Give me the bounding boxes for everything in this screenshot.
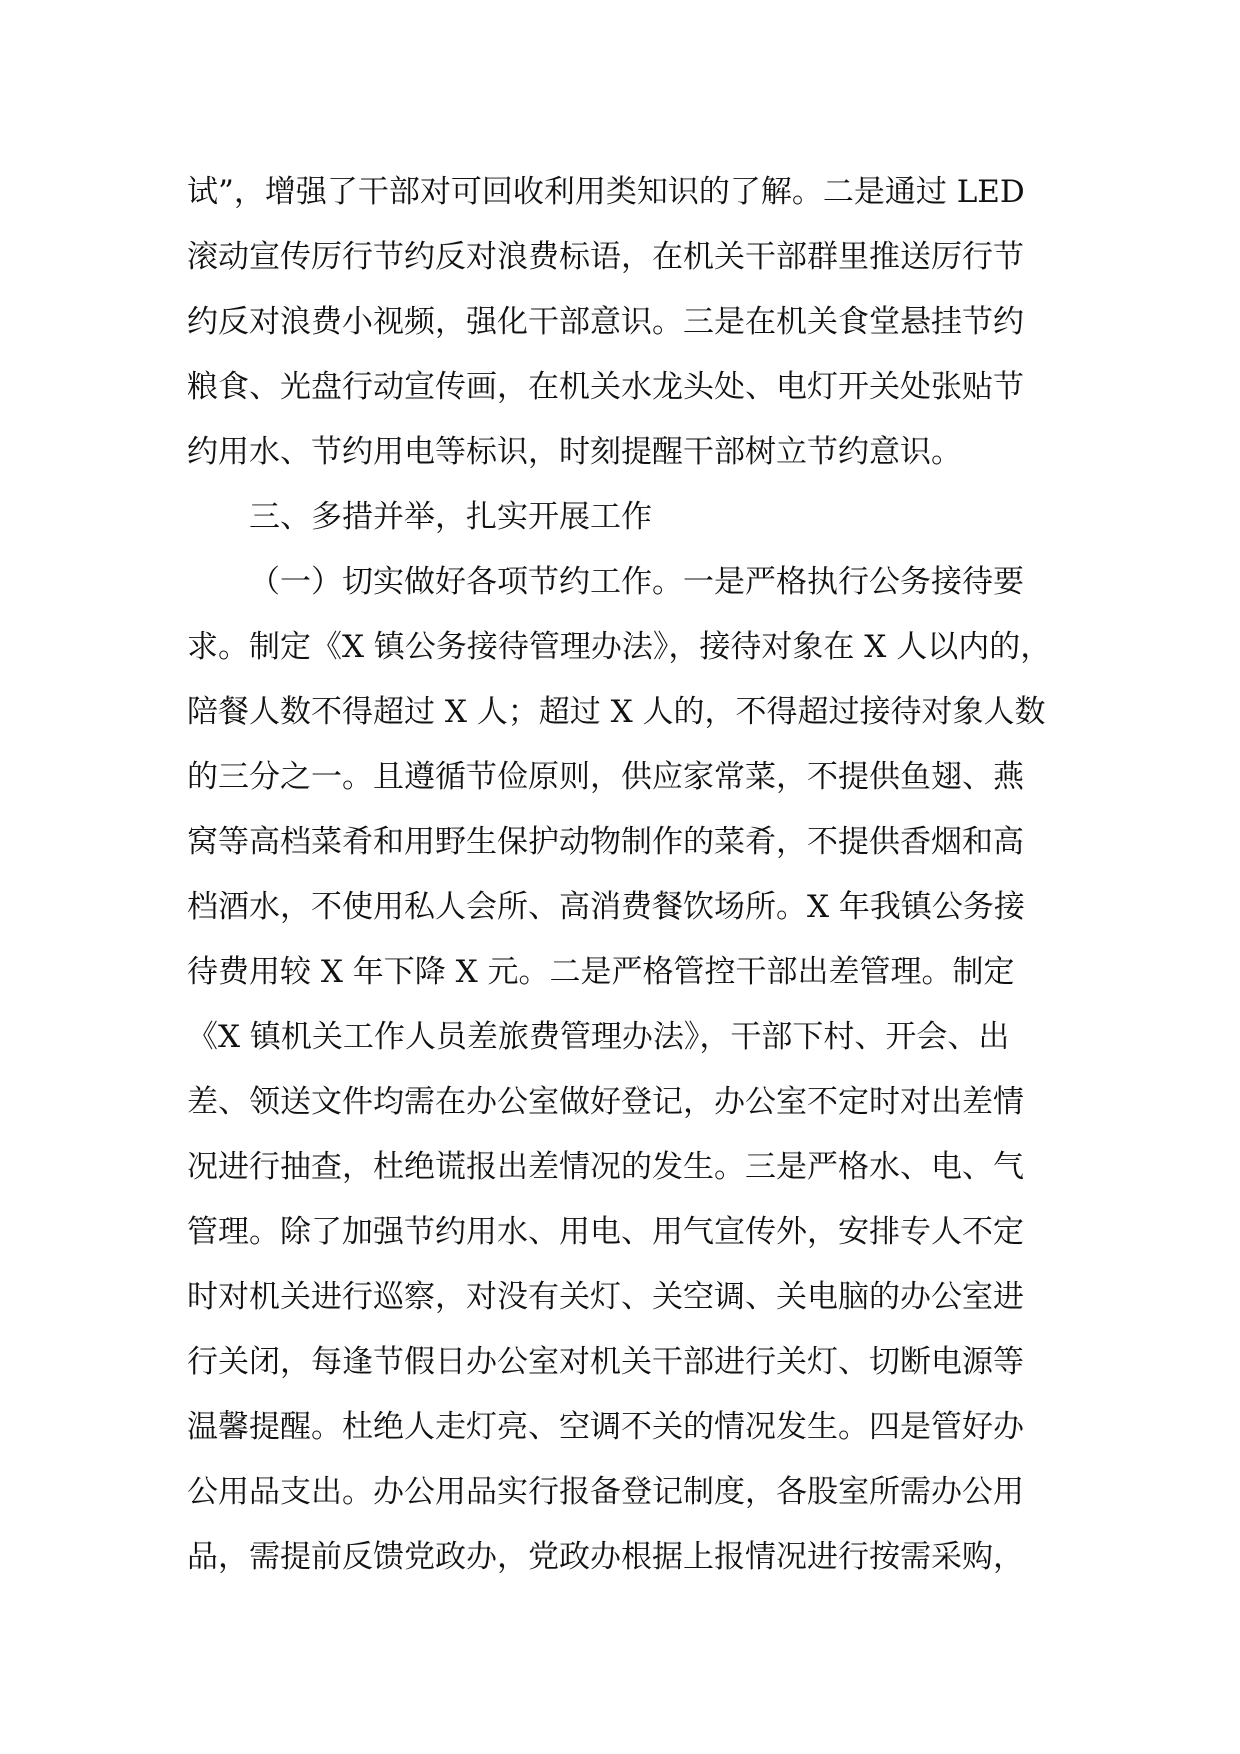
text-line: 差、领送文件均需在办公室做好登记，办公室不定时对出差情 xyxy=(187,1084,1024,1120)
subsection-heading-line: （一）切实做好各项节约工作。一是严格执行公务接待要 xyxy=(249,564,1024,600)
text-line: 温馨提醒。杜绝人走灯亮、空调不关的情况发生。四是管好办 xyxy=(187,1409,1024,1445)
text-line: 《X 镇机关工作人员差旅费管理办法》，干部下村、开会、出 xyxy=(187,1019,1010,1055)
text-line: 求。制定《X 镇公务接待管理办法》，接待对象在 X 人以内的， xyxy=(187,629,1052,665)
text-line: 档酒水，不使用私人会所、高消费餐饮场所。X 年我镇公务接 xyxy=(187,889,1025,925)
text-line: 粮食、光盘行动宣传画，在机关水龙头处、电灯开关处张贴节 xyxy=(187,369,1024,405)
text-line: 管理。除了加强节约用水、用电、用气宣传外，安排专人不定 xyxy=(187,1214,1024,1250)
text-line: 窝等高档菜肴和用野生保护动物制作的菜肴，不提供香烟和高 xyxy=(187,824,1024,860)
text-line: 行关闭，每逢节假日办公室对机关干部进行关灯、切断电源等 xyxy=(187,1344,1024,1380)
text-line: 约用水、节约用电等标识，时刻提醒干部树立节约意识。 xyxy=(187,434,962,470)
document-body xyxy=(187,160,1067,1590)
text-line: 待费用较 X 年下降 X 元。二是严格管控干部出差管理。制定 xyxy=(187,954,1015,990)
text-line: 时对机关进行巡察，对没有关灯、关空调、关电脑的办公室进 xyxy=(187,1279,1024,1315)
text-line: 约反对浪费小视频，强化干部意识。三是在机关食堂悬挂节约 xyxy=(187,304,1024,340)
text-line: 公用品支出。办公用品实行报备登记制度，各股室所需办公用 xyxy=(187,1474,1024,1510)
text-line: 的三分之一。且遵循节俭原则，供应家常菜，不提供鱼翅、燕 xyxy=(187,759,1024,795)
text-line: 滚动宣传厉行节约反对浪费标语，在机关干部群里推送厉行节 xyxy=(187,239,1024,275)
text-line: 品，需提前反馈党政办，党政办根据上报情况进行按需采购， xyxy=(187,1539,1024,1575)
text-line: 陪餐人数不得超过 X 人；超过 X 人的，不得超过接待对象人数 xyxy=(187,694,1046,730)
text-line: 况进行抽查，杜绝谎报出差情况的发生。三是严格水、电、气 xyxy=(187,1149,1024,1185)
text-line: 试”，增强了干部对可回收利用类知识的了解。二是通过 LED xyxy=(187,174,1025,210)
section-heading: 三、多措并举，扎实开展工作 xyxy=(249,499,652,535)
